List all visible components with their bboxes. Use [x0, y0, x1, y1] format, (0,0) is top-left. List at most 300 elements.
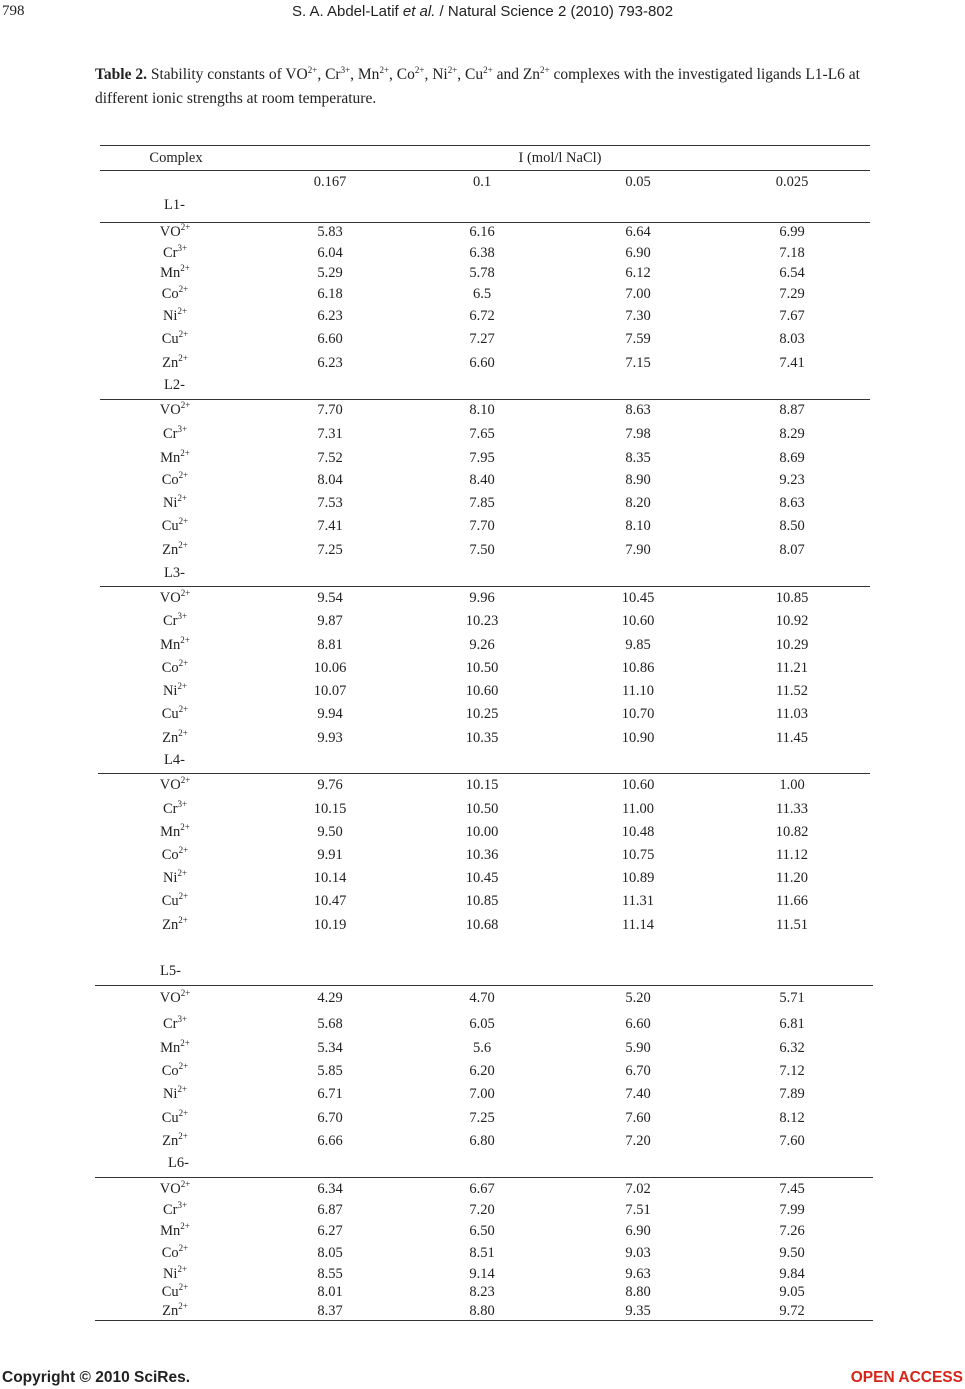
value-cell: 6.50	[469, 1223, 495, 1239]
value-cell: 6.71	[317, 1086, 343, 1102]
value-cell: 7.60	[625, 1110, 651, 1126]
ion-charge: 2+	[180, 448, 190, 459]
header-ionic-strength: I (mol/l NaCl)	[518, 150, 602, 166]
value-cell: 6.66	[317, 1133, 343, 1149]
value-cell: 10.85	[465, 893, 499, 909]
ion-cu	[162, 1110, 189, 1127]
ion-ni	[163, 1266, 187, 1283]
ion-cr	[163, 245, 187, 262]
value-cell: 7.90	[625, 542, 651, 558]
value-cell: 10.90	[621, 730, 655, 746]
value-cell: 6.81	[779, 1016, 805, 1032]
value-cell: 7.27	[469, 331, 495, 347]
ion-vo	[160, 590, 191, 607]
value-cell: 10.00	[465, 824, 499, 840]
ion-zn	[162, 1303, 188, 1320]
value-cell: 6.23	[317, 308, 343, 324]
ion-charge: 2+	[177, 493, 188, 504]
value-cell: 6.12	[625, 265, 651, 281]
ion-symbol: Ni	[162, 308, 178, 324]
value-cell: 10.50	[465, 801, 499, 817]
ion-charge: 2+	[180, 775, 191, 786]
value-cell: 8.80	[625, 1284, 651, 1300]
value-cell: 6.87	[317, 1202, 343, 1218]
ion-charge: 3+	[177, 243, 188, 254]
ion-symbol: VO	[159, 990, 181, 1006]
ion-symbol: Zn	[162, 730, 179, 746]
value-cell: 4.70	[469, 990, 495, 1006]
value-cell: 8.80	[469, 1303, 495, 1319]
value-cell: 9.23	[779, 472, 805, 488]
ion-symbol: VO	[159, 1181, 181, 1197]
value-cell: 7.59	[625, 331, 651, 347]
ion-charge: 2+	[178, 1282, 189, 1293]
value-cell: 9.35	[625, 1303, 651, 1319]
value-cell: 8.87	[779, 402, 805, 418]
ion-co	[162, 472, 189, 489]
value-cell: 7.29	[779, 286, 805, 302]
value-cell: 10.35	[465, 730, 499, 746]
block-rule-l6	[95, 1177, 873, 1178]
value-cell: 9.84	[779, 1266, 805, 1282]
ion-mn	[160, 450, 190, 467]
block-rule-l3	[100, 586, 870, 587]
value-cell: 9.87	[317, 613, 343, 629]
value-cell: 6.90	[625, 245, 651, 261]
ion-mn	[160, 824, 190, 841]
ion-symbol: Co	[161, 1063, 179, 1079]
value-cell: 8.04	[317, 472, 343, 488]
value-cell: 5.6	[472, 1040, 492, 1056]
value-cell: 11.10	[621, 683, 655, 699]
value-cell: 10.47	[313, 893, 347, 909]
ion-charge: 2+	[178, 1061, 189, 1072]
ion-co	[162, 286, 189, 303]
ion-charge: 3+	[177, 1200, 188, 1211]
ion-vo	[160, 990, 191, 1007]
value-cell: 10.15	[313, 801, 347, 817]
value-cell: 6.23	[317, 355, 343, 371]
block-rule-l4	[98, 773, 870, 774]
value-cell: 10.86	[621, 660, 655, 676]
ion-charge: 2+	[177, 681, 188, 692]
ion-charge: 3+	[177, 799, 188, 810]
ion-symbol: Zn	[162, 1133, 179, 1149]
value-cell: 8.12	[779, 1110, 805, 1126]
value-cell: 11.45	[775, 730, 809, 746]
ion-charge: 2+	[178, 728, 188, 739]
header-rule	[100, 170, 870, 171]
value-cell: 8.07	[779, 542, 805, 558]
table-label: Table 2.	[95, 66, 147, 83]
ion-symbol: Ni	[162, 683, 178, 699]
ion-ni	[163, 495, 187, 512]
ion-symbol: Cr	[162, 1016, 178, 1032]
value-cell: 7.70	[469, 518, 495, 534]
value-cell: 10.07	[313, 683, 347, 699]
caption-text: Stability constants of $VO^{2+}$, $Cr^{3+}$, $Mn^{2+}$, $Co^{2+}$, $Ni^{2+}$, $Cu^{2+}$ and $Zn^{2+}$ complexes with the investigated ligands L1-L6 at different ionic strengths at room temperature.	[95, 64, 860, 107]
value-cell: 9.54	[317, 590, 343, 606]
value-cell: 10.19	[313, 917, 347, 933]
value-cell: 7.41	[779, 355, 805, 371]
footer-copyright: Copyright © 2010 SciRes.	[2, 1369, 191, 1386]
value-cell: 7.60	[779, 1133, 805, 1149]
value-cell: 7.00	[625, 286, 651, 302]
ion-charge: 2+	[180, 988, 191, 999]
value-cell: 10.92	[775, 613, 809, 629]
value-cell: 7.45	[779, 1181, 805, 1197]
value-cell: 6.32	[779, 1040, 805, 1056]
footer-open-access: OPEN ACCESS	[850, 1369, 963, 1386]
value-cell: 8.29	[779, 426, 805, 442]
ion-charge: 2+	[178, 1131, 188, 1142]
ion-charge: 2+	[178, 704, 189, 715]
value-cell: 6.99	[779, 224, 805, 240]
ion-cr	[163, 613, 187, 630]
value-cell: 7.53	[317, 495, 343, 511]
ion-vo	[160, 1181, 191, 1198]
value-cell: 11.20	[775, 870, 809, 886]
value-cell: 10.89	[621, 870, 655, 886]
ion-charge: 2+	[177, 1084, 188, 1095]
value-cell: 6.20	[469, 1063, 495, 1079]
value-cell: 10.60	[621, 777, 655, 793]
ion-charge: 2+	[178, 540, 188, 551]
value-cell: 11.51	[775, 917, 809, 933]
value-cell: 9.14	[469, 1266, 495, 1282]
ligand-label-l5: L5-	[160, 963, 181, 979]
value-cell: 7.51	[625, 1202, 651, 1218]
value-cell: 7.89	[779, 1086, 805, 1102]
value-cell: 6.80	[469, 1133, 495, 1149]
ion-symbol: Ni	[162, 495, 178, 511]
ion-symbol: Mn	[160, 1223, 181, 1239]
value-cell: 10.60	[621, 613, 655, 629]
header-authors: S. A. Abdel-Latif	[291, 3, 403, 20]
value-cell: 6.60	[469, 355, 495, 371]
value-cell: 11.12	[775, 847, 809, 863]
ion-charge: 2+	[180, 822, 190, 833]
ion-zn	[162, 917, 188, 934]
ion-cu	[162, 706, 189, 723]
value-cell: 10.50	[465, 660, 499, 676]
ion-mn	[160, 265, 190, 282]
ion-symbol: Cr	[162, 801, 178, 817]
value-cell: 9.05	[779, 1284, 805, 1300]
value-cell: 7.30	[625, 308, 651, 324]
value-cell: 6.54	[779, 265, 805, 281]
ion-mn	[160, 1223, 190, 1240]
value-cell: 6.64	[625, 224, 651, 240]
ion-charge: 2+	[178, 1108, 189, 1119]
ion-charge: 2+	[178, 1301, 188, 1312]
ion-charge: 2+	[180, 1038, 190, 1049]
value-cell: 7.20	[469, 1202, 495, 1218]
value-cell: 8.20	[625, 495, 651, 511]
value-cell: 9.96	[469, 590, 495, 606]
value-cell: 8.37	[317, 1303, 343, 1319]
ligand-label-l3: L3-	[164, 565, 185, 581]
value-cell: 6.60	[317, 331, 343, 347]
value-cell: 11.52	[775, 683, 809, 699]
value-cell: 7.31	[317, 426, 343, 442]
ion-symbol: VO	[159, 590, 181, 606]
ligand-label-l1: L1-	[164, 197, 185, 213]
ion-charge: 3+	[177, 611, 188, 622]
value-cell: 7.25	[469, 1110, 495, 1126]
value-cell: 8.40	[469, 472, 495, 488]
value-cell: 7.41	[317, 518, 343, 534]
ion-mn	[160, 1040, 190, 1057]
ion-symbol: Mn	[160, 450, 181, 466]
ion-zn	[162, 355, 188, 372]
value-cell: 7.25	[317, 542, 343, 558]
value-cell: 11.14	[621, 917, 655, 933]
value-cell: 6.5	[472, 286, 492, 302]
ion-symbol: Co	[161, 286, 179, 302]
ion-co	[162, 1245, 189, 1262]
value-cell: 6.67	[469, 1181, 495, 1197]
ion-symbol: Cu	[161, 1284, 179, 1300]
value-cell: 5.90	[625, 1040, 651, 1056]
value-cell: 6.16	[469, 224, 495, 240]
ion-ni	[163, 308, 187, 325]
value-cell: 9.03	[625, 1245, 651, 1261]
ion-vo	[160, 402, 191, 419]
block-rule-l2	[100, 399, 870, 400]
ion-ni	[163, 870, 187, 887]
value-cell: 8.63	[779, 495, 805, 511]
value-cell: 9.72	[779, 1303, 805, 1319]
header-etal: et al.	[402, 3, 436, 20]
value-cell: 10.29	[775, 637, 809, 653]
value-cell: 9.63	[625, 1266, 651, 1282]
value-cell: 8.23	[469, 1284, 495, 1300]
value-cell: 6.60	[625, 1016, 651, 1032]
block-rule-l1	[100, 222, 870, 223]
ion-zn	[162, 1133, 188, 1150]
value-cell: 8.63	[625, 402, 651, 418]
header-journal: / Natural Science 2 (2010) 793-802	[435, 3, 674, 20]
ion-cu	[162, 331, 189, 348]
ion-symbol: Zn	[162, 917, 179, 933]
value-cell: 7.50	[469, 542, 495, 558]
value-cell: 9.26	[469, 637, 495, 653]
value-cell: 5.34	[317, 1040, 343, 1056]
value-cell: 10.82	[775, 824, 809, 840]
ion-charge: 2+	[178, 470, 189, 481]
value-cell: 7.02	[625, 1181, 651, 1197]
ion-symbol: VO	[159, 224, 181, 240]
ion-symbol: Zn	[162, 355, 179, 371]
value-cell: 10.60	[465, 683, 499, 699]
header-strength-0.025: 0.025	[775, 174, 809, 190]
ion-charge: 2+	[178, 845, 189, 856]
ion-symbol: Zn	[162, 1303, 179, 1319]
value-cell: 10.70	[621, 706, 655, 722]
ion-charge: 2+	[178, 284, 189, 295]
value-cell: 5.85	[317, 1063, 343, 1079]
ion-ni	[163, 683, 187, 700]
value-cell: 10.25	[465, 706, 499, 722]
ion-symbol: VO	[159, 777, 181, 793]
ion-charge: 2+	[178, 1243, 189, 1254]
value-cell: 4.29	[317, 990, 343, 1006]
ion-symbol: Zn	[162, 542, 179, 558]
ion-symbol: Mn	[160, 265, 181, 281]
ion-symbol: Co	[161, 472, 179, 488]
value-cell: 9.50	[779, 1245, 805, 1261]
value-cell: 5.83	[317, 224, 343, 240]
ion-charge: 2+	[180, 588, 191, 599]
ion-cr	[163, 801, 187, 818]
ion-cr	[163, 1016, 187, 1033]
value-cell: 11.33	[775, 801, 809, 817]
ion-charge: 2+	[178, 353, 188, 364]
block-rule-l5	[95, 985, 873, 986]
value-cell: 9.94	[317, 706, 343, 722]
value-cell: 10.15	[465, 777, 499, 793]
value-cell: 10.06	[313, 660, 347, 676]
value-cell: 10.23	[465, 613, 499, 629]
value-cell: 7.65	[469, 426, 495, 442]
value-cell: 7.95	[469, 450, 495, 466]
value-cell: 6.34	[317, 1181, 343, 1197]
ion-symbol: Cu	[161, 706, 179, 722]
value-cell: 11.21	[775, 660, 809, 676]
value-cell: 11.66	[775, 893, 809, 909]
ion-symbol: Ni	[162, 1086, 178, 1102]
value-cell: 11.00	[621, 801, 655, 817]
ion-cu	[162, 893, 189, 910]
value-cell: 6.90	[625, 1223, 651, 1239]
value-cell: 8.35	[625, 450, 651, 466]
value-cell: 10.68	[465, 917, 499, 933]
header-complex: Complex	[149, 150, 203, 166]
table-top-rule	[100, 145, 870, 146]
value-cell: 9.50	[317, 824, 343, 840]
ion-symbol: Cr	[162, 426, 178, 442]
ion-cr	[163, 426, 187, 443]
value-cell: 7.70	[317, 402, 343, 418]
value-cell: 8.90	[625, 472, 651, 488]
ion-symbol: Co	[161, 847, 179, 863]
value-cell: 8.81	[317, 637, 343, 653]
value-cell: 8.55	[317, 1266, 343, 1282]
ion-symbol: Cu	[161, 331, 179, 347]
value-cell: 6.38	[469, 245, 495, 261]
header-strength-0.167: 0.167	[313, 174, 347, 190]
value-cell: 7.20	[625, 1133, 651, 1149]
value-cell: 10.45	[621, 590, 655, 606]
table-bottom-rule	[95, 1320, 873, 1321]
value-cell: 10.45	[465, 870, 499, 886]
value-cell: 7.18	[779, 245, 805, 261]
ion-symbol: VO	[159, 402, 181, 418]
ion-symbol: Mn	[160, 824, 181, 840]
ligand-label-l2: L2-	[164, 377, 185, 393]
value-cell: 6.70	[625, 1063, 651, 1079]
value-cell: 11.31	[621, 893, 655, 909]
ligand-label-l6: L6-	[168, 1155, 189, 1171]
ion-symbol: Co	[161, 1245, 179, 1261]
value-cell: 5.68	[317, 1016, 343, 1032]
value-cell: 9.91	[317, 847, 343, 863]
value-cell: 10.36	[465, 847, 499, 863]
ion-charge: 3+	[177, 1014, 188, 1025]
ion-charge: 2+	[177, 306, 188, 317]
ion-vo	[160, 777, 191, 794]
ion-charge: 2+	[180, 1221, 190, 1232]
ion-symbol: Mn	[160, 637, 181, 653]
value-cell: 5.20	[625, 990, 651, 1006]
ion-symbol: Mn	[160, 1040, 181, 1056]
ion-charge: 2+	[178, 329, 189, 340]
value-cell: 7.26	[779, 1223, 805, 1239]
value-cell: 9.93	[317, 730, 343, 746]
value-cell: 8.50	[779, 518, 805, 534]
page-number: 798	[2, 3, 25, 19]
ion-charge: 2+	[178, 915, 188, 926]
ion-vo	[160, 224, 191, 241]
value-cell: 8.05	[317, 1245, 343, 1261]
value-cell: 7.99	[779, 1202, 805, 1218]
ion-charge: 2+	[180, 222, 191, 233]
ion-charge: 2+	[177, 868, 188, 879]
ion-zn	[162, 542, 188, 559]
ion-co	[162, 660, 189, 677]
value-cell: 5.29	[317, 265, 343, 281]
ion-cu	[162, 518, 189, 535]
value-cell: 8.69	[779, 450, 805, 466]
value-cell: 1.00	[779, 777, 805, 793]
ion-co	[162, 1063, 189, 1080]
ion-charge: 2+	[177, 1264, 188, 1275]
ion-charge: 2+	[180, 400, 191, 411]
ion-symbol: Cu	[161, 893, 179, 909]
ion-symbol: Cu	[161, 1110, 179, 1126]
value-cell: 10.48	[621, 824, 655, 840]
ion-symbol: Ni	[162, 1266, 178, 1282]
ion-charge: 2+	[180, 263, 190, 274]
value-cell: 7.67	[779, 308, 805, 324]
value-cell: 7.15	[625, 355, 651, 371]
ion-charge: 2+	[180, 635, 190, 646]
value-cell: 10.14	[313, 870, 347, 886]
ion-ni	[163, 1086, 187, 1103]
value-cell: 9.76	[317, 777, 343, 793]
header-strength-0.1: 0.1	[472, 174, 492, 190]
value-cell: 7.98	[625, 426, 651, 442]
header-strength-0.05: 0.05	[625, 174, 651, 190]
value-cell: 10.75	[621, 847, 655, 863]
ion-symbol: Cr	[162, 245, 178, 261]
value-cell: 6.18	[317, 286, 343, 302]
value-cell: 7.40	[625, 1086, 651, 1102]
ion-cu	[162, 1284, 189, 1301]
ion-symbol: Cr	[162, 1202, 178, 1218]
ion-symbol: Co	[161, 660, 179, 676]
value-cell: 8.10	[469, 402, 495, 418]
value-cell: 8.01	[317, 1284, 343, 1300]
value-cell: 6.04	[317, 245, 343, 261]
value-cell: 7.85	[469, 495, 495, 511]
ion-mn	[160, 637, 190, 654]
value-cell: 7.00	[469, 1086, 495, 1102]
ion-charge: 2+	[178, 891, 189, 902]
ion-charge: 2+	[180, 1179, 191, 1190]
value-cell: 7.52	[317, 450, 343, 466]
